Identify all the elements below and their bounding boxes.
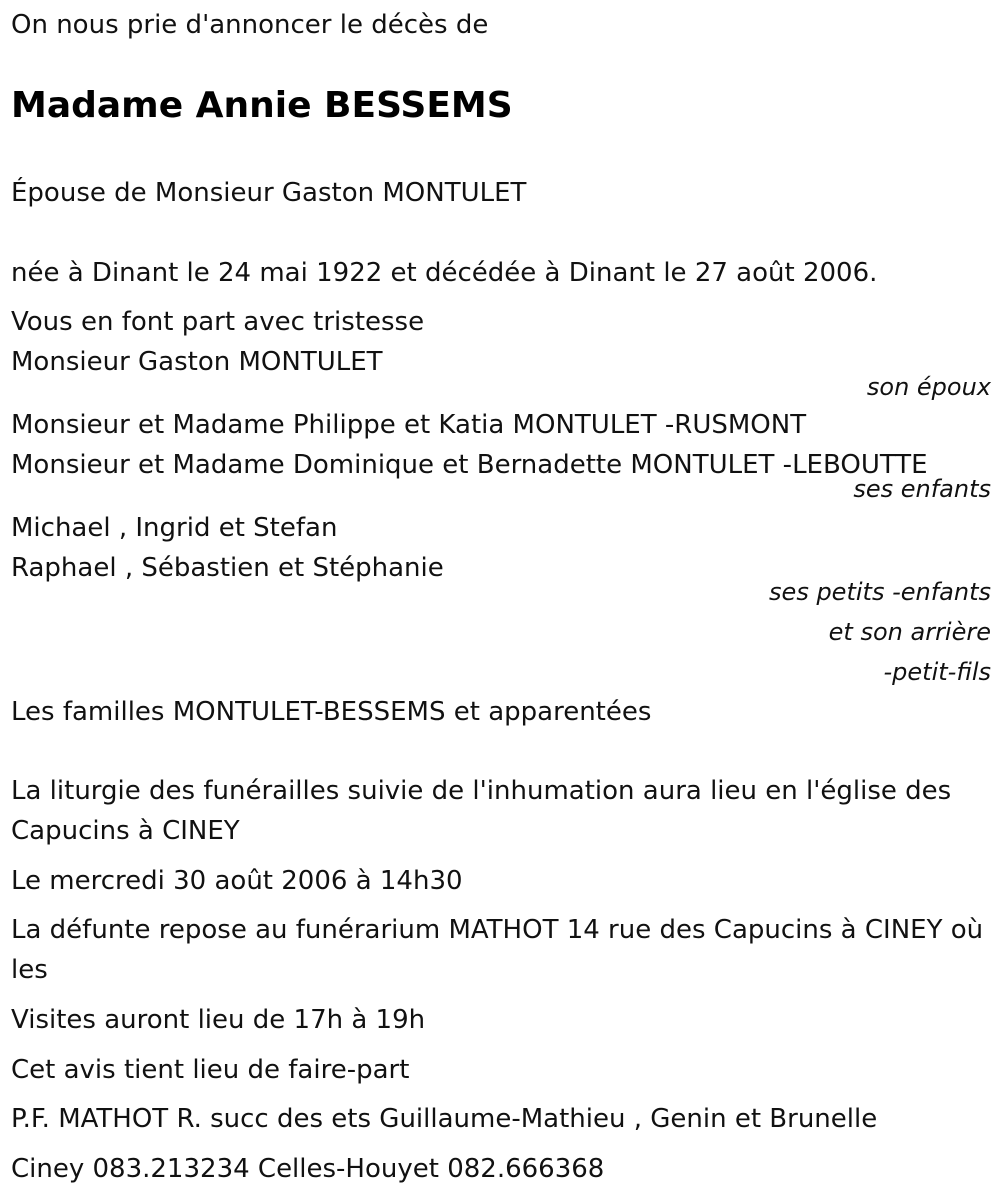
grandchildren-role: et son arrière bbox=[828, 618, 991, 646]
spouse-role: son époux bbox=[866, 373, 991, 401]
spouse-name: Monsieur Gaston MONTULET bbox=[11, 347, 383, 377]
grandchildren-entry: Raphael , Sébastien et Stéphanie bbox=[11, 553, 444, 583]
funeral-home-phones: Ciney 083.213234 Celles-Houyet 082.666368 bbox=[11, 1154, 605, 1184]
families-line: Les familles MONTULET-BESSEMS et apparentées bbox=[11, 697, 652, 727]
notice-line: Cet avis tient lieu de faire-part bbox=[11, 1055, 410, 1085]
grandchildren-entry: Michael , Ingrid et Stefan bbox=[11, 513, 338, 543]
sorrow-intro: Vous en font part avec tristesse bbox=[11, 307, 425, 337]
grandchildren-role: -petit-fils bbox=[883, 658, 991, 686]
ceremony-date: Le mercredi 30 août 2006 à 14h30 bbox=[11, 866, 463, 896]
liturgy-text: La liturgie des funérailles suivie de l'inhumation aura lieu en l'église des Capucins à CINEY bbox=[11, 776, 952, 846]
grandchildren-role: ses petits -enfants bbox=[769, 578, 991, 606]
intro-text: On nous prie d'annoncer le décès de bbox=[11, 10, 489, 40]
spouse-line: Épouse de Monsieur Gaston MONTULET bbox=[11, 178, 527, 208]
birth-death-line: née à Dinant le 24 mai 1922 et décédée à Dinant le 27 août 2006. bbox=[11, 258, 878, 288]
deceased-name: Madame Annie BESSEMS bbox=[11, 85, 513, 126]
child-entry: Monsieur et Madame Philippe et Katia MONTULET -RUSMONT bbox=[11, 410, 807, 440]
rest-location: La défunte repose au funérarium MATHOT 14 rue des Capucins à CINEY où les bbox=[11, 915, 984, 985]
funeral-home-name: P.F. MATHOT R. succ des ets Guillaume-Mathieu , Genin et Brunelle bbox=[11, 1104, 878, 1134]
visits-line: Visites auront lieu de 17h à 19h bbox=[11, 1005, 426, 1035]
child-entry: Monsieur et Madame Dominique et Bernadette MONTULET -LEBOUTTE bbox=[11, 450, 928, 480]
children-role: ses enfants bbox=[853, 475, 991, 503]
